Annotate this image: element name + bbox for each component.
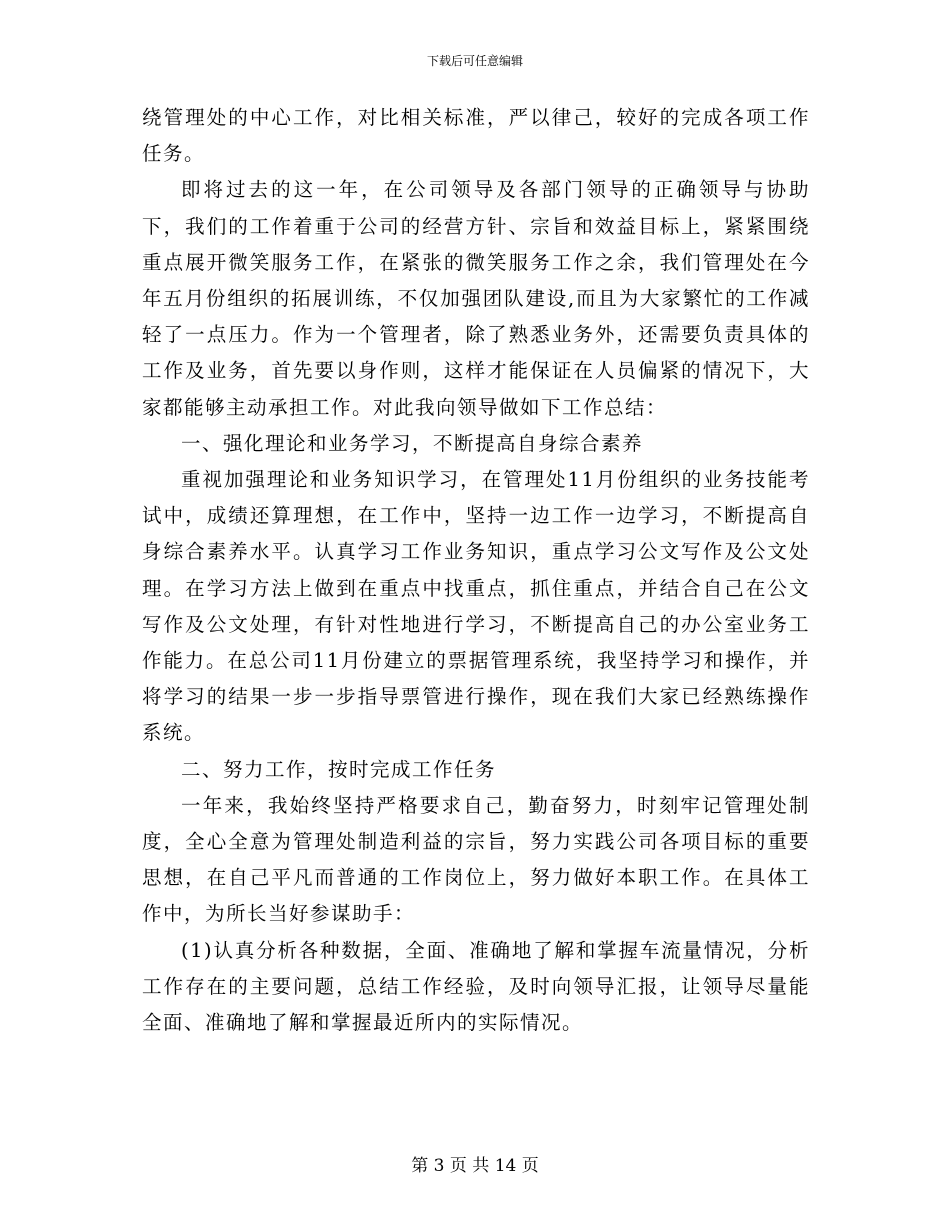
section-heading-2: 二、努力工作，按时完成工作任务 [181, 757, 497, 781]
paragraph-work: 一年来，我始终坚持严格要求自己，勤奋努力，时刻牢记管理处制度，全心全意为管理处制造利益的宗旨，努力实践公司各项目标的重要思想，在自己平凡而普通的工作岗位上，努力做好本职工作。在具体工作中，为所长当好参谋助手： [142, 793, 810, 926]
page-header-note: 下载后可任意编辑 [426, 54, 523, 68]
document-body [142, 100, 810, 1041]
paragraph-study: 重视加强理论和业务知识学习，在管理处11月份组织的业务技能考试中，成绩还算理想，在工作中，坚持一边工作一边学习，不断提高自身综合素养水平。认真学习工作业务知识，重点学习公文写作及公文处理。在学习方法上做到在重点中找重点，抓住重点，并结合自己在公文写作及公文处理，有针对性地进行学习，不断提高自己的办公室业务工作能力。在总公司11月份建立的票据管理系统，我坚持学习和操作，并将学习的结果一步一步指导票管进行操作，现在我们大家已经熟练操作系统。 [142, 468, 810, 745]
section-heading-1: 一、强化理论和业务学习，不断提高自身综合素养 [181, 431, 644, 455]
page-number-footer: 第 3 页 共 14 页 [411, 1156, 539, 1176]
paragraph-item-1: (1)认真分析各种数据，全面、准确地了解和掌握车流量情况，分析工作存在的主要问题，总结工作经验，及时向领导汇报，让领导尽量能全面、准确地了解和掌握最近所内的实际情况。 [142, 938, 810, 1035]
paragraph-continuation: 绕管理处的中心工作，对比相关标准，严以律己，较好的完成各项工作任务。 [142, 106, 810, 166]
paragraph-intro: 即将过去的这一年，在公司领导及各部门领导的正确领导与协助下，我们的工作着重于公司的经营方针、宗旨和效益目标上，紧紧围绕重点展开微笑服务工作，在紧张的微笑服务工作之余，我们管理处在今年五月份组织的拓展训练，不仅加强团队建设,而且为大家繁忙的工作减轻了一点压力。作为一个管理者，除了熟悉业务外，还需要负责具体的工作及业务，首先要以身作则，这样才能保证在人员偏紧的情况下，大家都能够主动承担工作。对此我向领导做如下工作总结： [142, 178, 810, 419]
